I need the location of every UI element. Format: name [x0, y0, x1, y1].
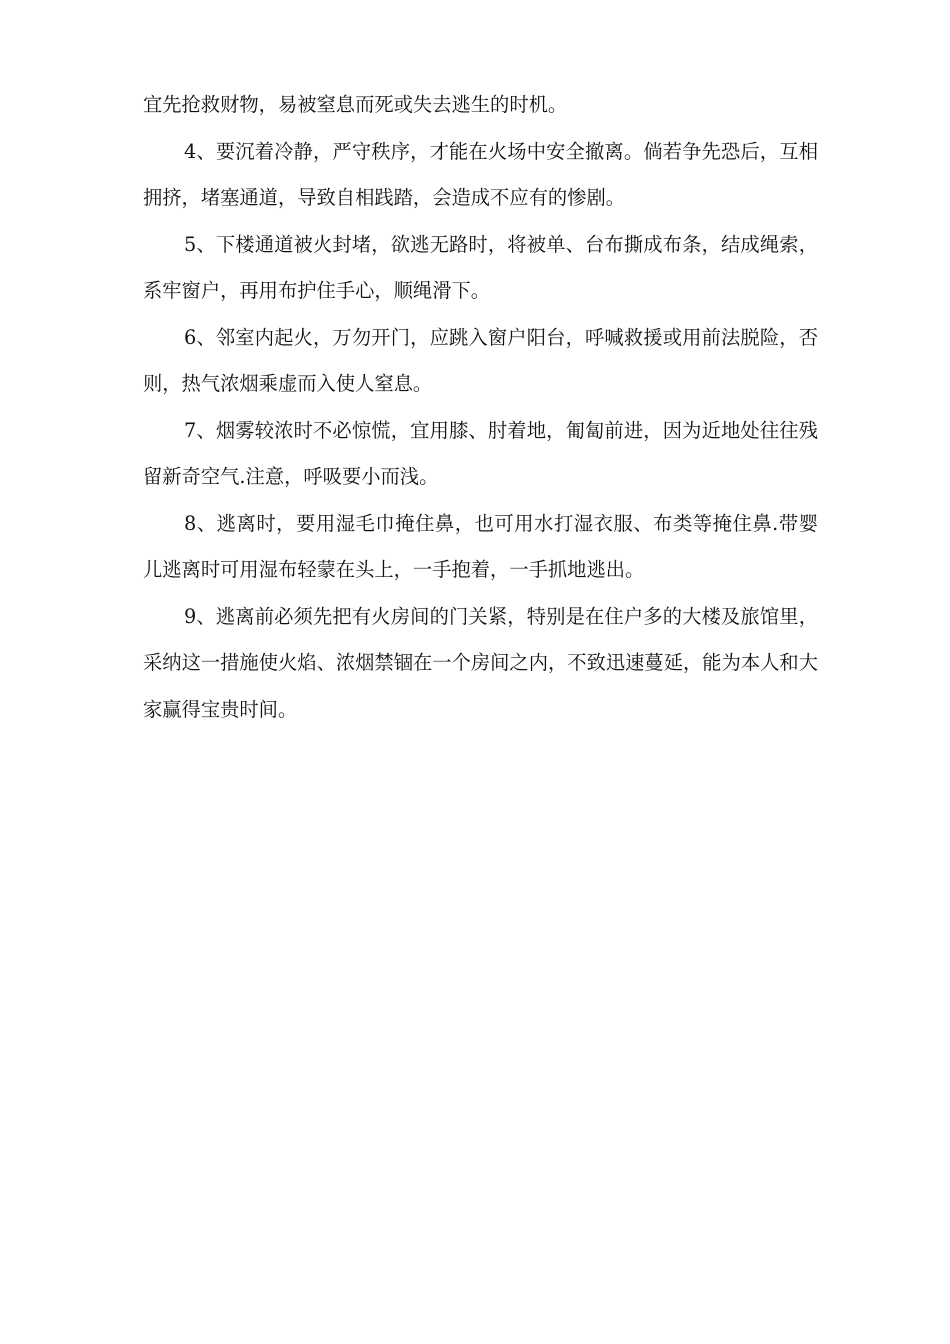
paragraph-item-7: 7、烟雾较浓时不必惊慌，宜用膝、肘着地，匍匐前进，因为近地处往往残留新奇空气.注意，呼吸要小而浅。 [143, 418, 818, 488]
paragraph-item-8: 8、逃离时，要用湿毛巾掩住鼻，也可用水打湿衣服、布类等掩住鼻.带婴儿逃离时可用湿布轻蒙在头上，一手抱着，一手抓地逃出。 [143, 511, 818, 581]
paragraph-item-5: 5、下楼通道被火封堵，欲逃无路时，将被单、台布撕成布条，结成绳索，系牢窗户，再用布护住手心，顺绳滑下。 [143, 232, 818, 302]
paragraph-continuation: 宜先抢救财物，易被窒息而死或失去逃生的时机。 [143, 93, 568, 116]
paragraph-item-4: 4、要沉着冷静，严守秩序，才能在火场中安全撤离。倘若争先恐后，互相拥挤，堵塞通道，导致自相践踏，会造成不应有的惨剧。 [143, 139, 818, 209]
paragraph-item-9: 9、逃离前必须先把有火房间的门关紧，特别是在住户多的大楼及旅馆里，采纳这一措施使火焰、浓烟禁锢在一个房间之内，不致迅速蔓延，能为本人和大家赢得宝贵时间。 [143, 604, 818, 721]
document-page [143, 82, 818, 733]
paragraph-item-6: 6、邻室内起火，万勿开门，应跳入窗户阳台，呼喊救援或用前法脱险，否则，热气浓烟乘虚而入使人窒息。 [143, 325, 818, 395]
